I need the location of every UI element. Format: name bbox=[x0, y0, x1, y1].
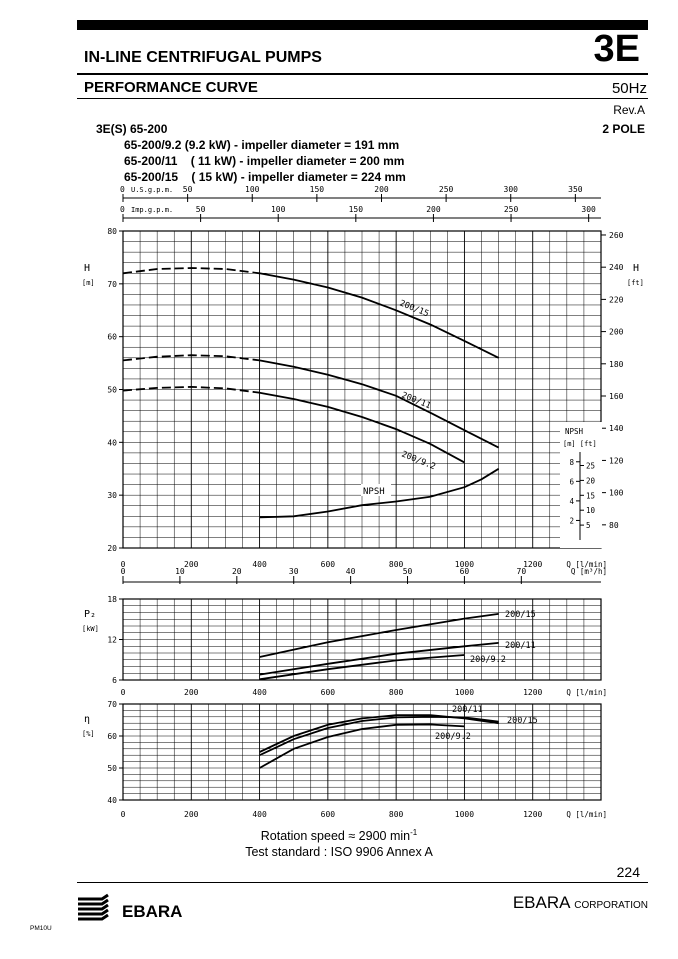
x-tick-label: 1000 bbox=[454, 560, 475, 569]
m3h-label: 60 bbox=[459, 567, 470, 576]
npsh-m-label: 8 bbox=[569, 457, 574, 467]
npsh-m-label: 4 bbox=[569, 496, 574, 506]
us-gpm-label: 300 bbox=[503, 185, 518, 194]
series-label: 200/9.2 bbox=[435, 732, 471, 742]
ft-tick-label: 160 bbox=[609, 392, 624, 402]
x-tick-label: 200 bbox=[184, 688, 199, 697]
y-tick-label: 20 bbox=[107, 544, 117, 553]
x-tick-label: 800 bbox=[388, 810, 404, 819]
us-gpm-label: 150 bbox=[309, 185, 325, 194]
imp-gpm-label: 200 bbox=[426, 205, 441, 214]
m3h-label: 50 bbox=[402, 567, 413, 576]
x-tick-label: 800 bbox=[388, 688, 404, 697]
m3h-label: 20 bbox=[231, 567, 242, 576]
y-axis-label: P₂ bbox=[84, 609, 97, 620]
series-code: 3E bbox=[593, 28, 640, 70]
npsh-ft-label: 5 bbox=[586, 521, 591, 531]
ft-tick-label: 140 bbox=[609, 424, 624, 434]
imp-gpm-label: 300 bbox=[581, 205, 596, 214]
imp-gpm-label: 0 bbox=[120, 205, 125, 214]
imp-gpm-unit: Imp.g.p.m. bbox=[131, 206, 174, 214]
m3h-label: 30 bbox=[288, 567, 299, 576]
x-tick-label: 0 bbox=[120, 560, 126, 569]
page-number: 224 bbox=[616, 864, 640, 880]
series-label: 200/15 bbox=[507, 716, 538, 726]
ft-tick-label: 80 bbox=[609, 520, 619, 530]
y-tick-label: 40 bbox=[107, 438, 117, 448]
y-tick-label: 50 bbox=[107, 385, 117, 395]
x-tick-label: 400 bbox=[252, 810, 267, 819]
x-tick-label: 1200 bbox=[523, 560, 543, 569]
y-tick-label: 70 bbox=[107, 700, 117, 709]
us-gpm-unit: U.S.g.p.m. bbox=[131, 186, 174, 194]
revision: Rev.A bbox=[613, 103, 645, 117]
us-gpm-label: 250 bbox=[438, 185, 454, 194]
y-tick-label: 50 bbox=[107, 764, 117, 773]
imp-gpm-label: 250 bbox=[503, 205, 519, 214]
document-title: IN-LINE CENTRIFUGAL PUMPS bbox=[84, 49, 322, 66]
variant-line: 65-200/11 ( 11 kW) - impeller diameter = 200 mm bbox=[124, 154, 405, 168]
x-tick-label: 600 bbox=[320, 560, 336, 569]
us-gpm-label: 200 bbox=[374, 185, 389, 194]
variant-line: 65-200/9.2 (9.2 kW) - impeller diameter = 191 mm bbox=[124, 138, 400, 152]
npsh-units: [m] [ft] bbox=[563, 440, 597, 448]
us-gpm-label: 100 bbox=[245, 185, 260, 194]
y-tick-label: 80 bbox=[107, 227, 117, 236]
imp-gpm-label: 100 bbox=[270, 205, 286, 214]
y-tick-label: 6 bbox=[112, 676, 117, 685]
series-label: 200/9.2 bbox=[470, 655, 506, 665]
npsh-ft-label: 20 bbox=[586, 476, 596, 486]
pole-count: 2 POLE bbox=[602, 122, 645, 136]
us-gpm-label: 350 bbox=[568, 185, 583, 194]
m3h-unit: Q [m³/h] bbox=[570, 567, 607, 576]
ft-tick-label: 220 bbox=[609, 295, 624, 305]
series-label: 200/9.2 bbox=[399, 449, 437, 473]
y-axis-unit: [%] bbox=[82, 730, 95, 738]
series-label: 200/15 bbox=[505, 610, 536, 620]
test-standard: Test standard : ISO 9906 Annex A bbox=[245, 845, 433, 859]
m3h-label: 40 bbox=[345, 567, 356, 576]
series-label: 200/11 bbox=[399, 390, 433, 412]
y-tick-label: 30 bbox=[107, 491, 117, 501]
variant-line: 65-200/15 ( 15 kW) - impeller diameter = 224 mm bbox=[124, 170, 406, 184]
x-tick-label: 800 bbox=[388, 560, 404, 569]
us-gpm-label: 50 bbox=[182, 185, 193, 194]
series-label: 200/11 bbox=[452, 705, 483, 715]
y-tick-label: 40 bbox=[107, 796, 117, 805]
series-label: NPSH bbox=[363, 487, 385, 497]
x-axis-unit: Q [l/min] bbox=[566, 688, 607, 697]
x-tick-label: 0 bbox=[120, 688, 126, 697]
series-label: 200/11 bbox=[505, 641, 536, 651]
y-axis-unit-right: [ft] bbox=[627, 279, 644, 287]
npsh-m-label: 6 bbox=[569, 477, 574, 487]
ft-tick-label: 100 bbox=[609, 488, 624, 498]
ft-tick-label: 260 bbox=[609, 230, 624, 240]
m3h-label: 10 bbox=[175, 567, 185, 576]
x-tick-label: 400 bbox=[252, 560, 267, 569]
x-tick-label: 600 bbox=[320, 810, 336, 819]
x-tick-label: 600 bbox=[320, 688, 336, 697]
series-label: 200/15 bbox=[397, 298, 431, 320]
doc-code: PM10U bbox=[30, 925, 52, 932]
model-name: 3E(S) 65-200 bbox=[96, 122, 168, 136]
npsh-m-label: 2 bbox=[569, 516, 574, 526]
y-axis-label-right: H bbox=[633, 263, 640, 274]
x-tick-label: 1000 bbox=[454, 810, 475, 819]
npsh-ft-label: 15 bbox=[586, 491, 596, 501]
npsh-title: NPSH bbox=[565, 427, 584, 436]
x-tick-label: 1200 bbox=[523, 810, 543, 819]
m3h-label: 0 bbox=[120, 567, 126, 576]
x-tick-label: 0 bbox=[120, 810, 126, 819]
y-tick-label: 12 bbox=[107, 635, 117, 645]
ebara-logo bbox=[78, 893, 188, 925]
us-gpm-label: 0 bbox=[120, 185, 125, 194]
x-tick-label: 400 bbox=[252, 688, 267, 697]
x-tick-label: 1200 bbox=[523, 688, 543, 697]
x-axis-unit: Q [l/min] bbox=[566, 560, 607, 569]
frequency: 50Hz bbox=[611, 80, 647, 97]
ft-tick-label: 200 bbox=[609, 327, 624, 337]
y-axis-unit: [m] bbox=[82, 279, 95, 287]
x-axis-unit: Q [l/min] bbox=[566, 810, 607, 819]
m3h-label: 70 bbox=[516, 567, 527, 576]
imp-gpm-label: 150 bbox=[348, 205, 364, 214]
corporation-name: EBARA CORPORATION bbox=[512, 893, 648, 912]
y-tick-label: 60 bbox=[107, 332, 117, 342]
section-title: PERFORMANCE CURVE bbox=[84, 79, 258, 96]
svg-text:EBARA: EBARA bbox=[122, 902, 183, 921]
npsh-ft-label: 10 bbox=[586, 506, 596, 516]
divider bbox=[77, 882, 648, 883]
imp-gpm-label: 50 bbox=[195, 205, 206, 214]
npsh-ft-label: 25 bbox=[586, 461, 596, 471]
y-axis-unit: [kW] bbox=[82, 625, 99, 633]
x-tick-label: 1000 bbox=[454, 688, 475, 697]
y-tick-label: 60 bbox=[107, 732, 117, 741]
ft-tick-label: 180 bbox=[609, 359, 624, 369]
y-axis-label: H bbox=[84, 263, 91, 274]
ft-tick-label: 240 bbox=[609, 263, 624, 273]
x-tick-label: 200 bbox=[184, 560, 199, 569]
x-tick-label: 200 bbox=[184, 810, 199, 819]
y-tick-label: 18 bbox=[107, 595, 117, 604]
ft-tick-label: 120 bbox=[609, 456, 624, 466]
y-tick-label: 70 bbox=[107, 279, 117, 289]
y-axis-label: η bbox=[84, 714, 91, 725]
rotation-speed: Rotation speed ≈ 2900 $\min^{-1}$ bbox=[260, 828, 418, 844]
